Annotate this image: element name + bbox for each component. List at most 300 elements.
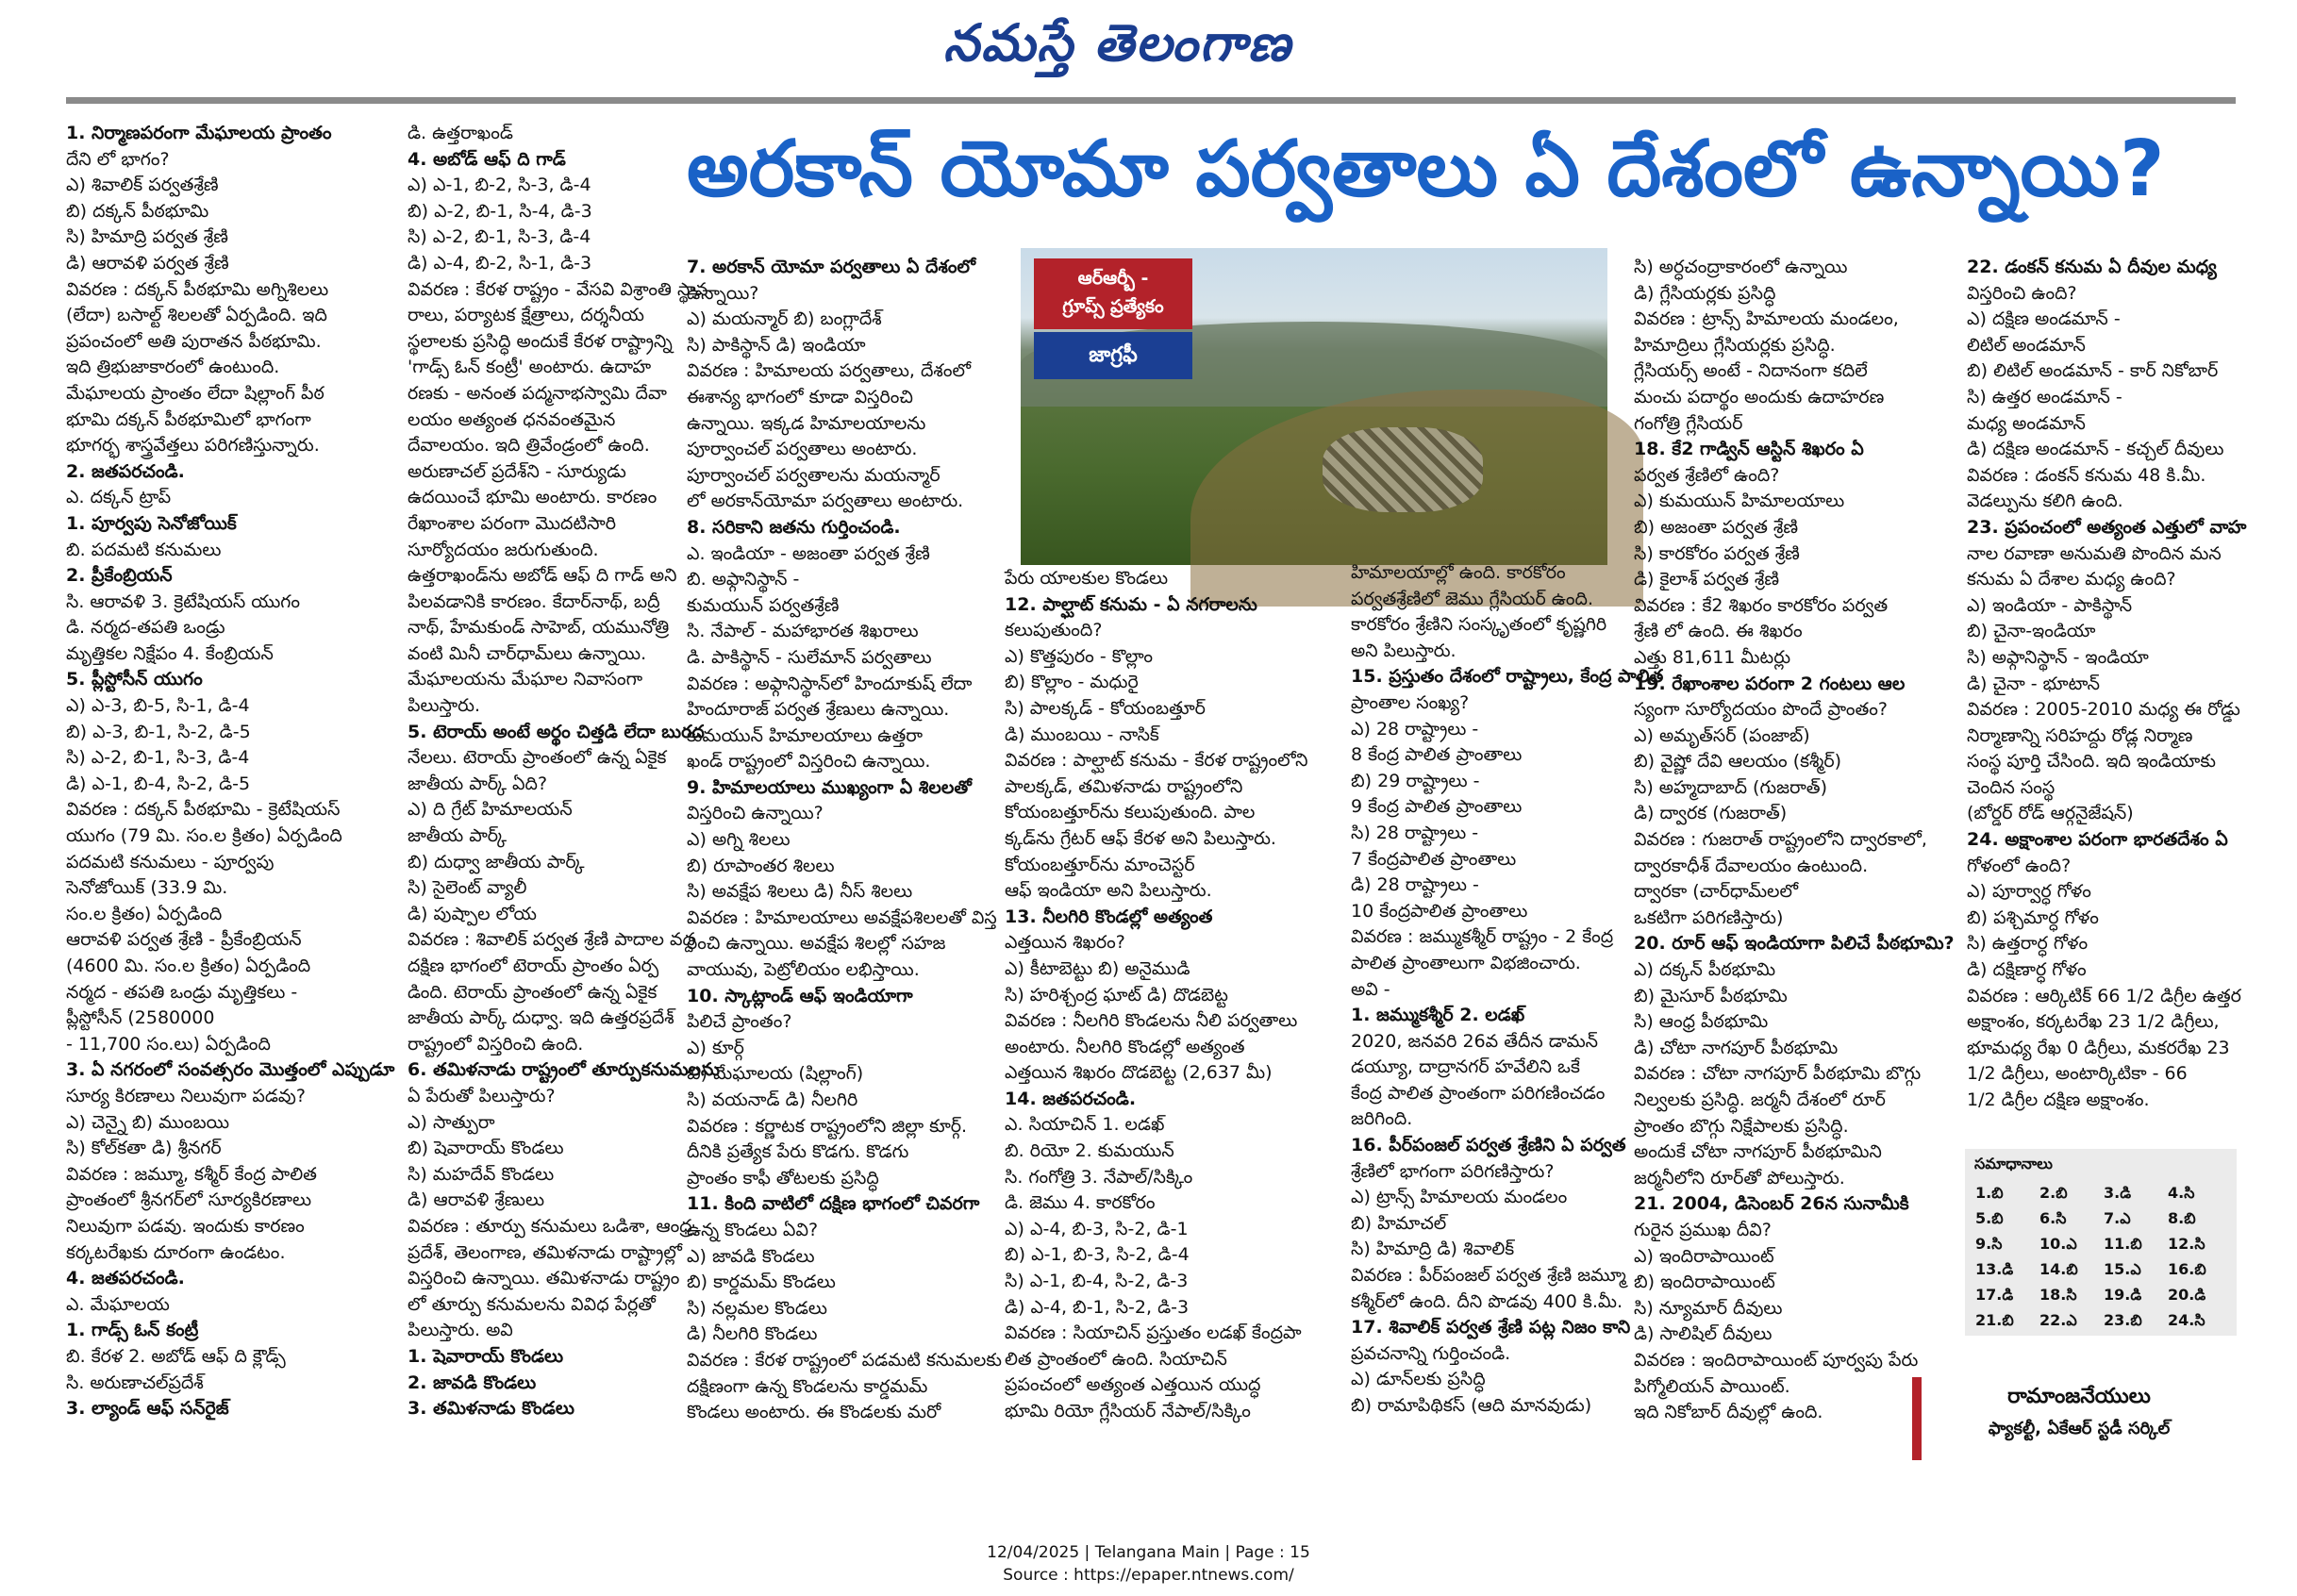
text-line: పదమటి కనుమలు - పూర్వపు: [66, 851, 275, 873]
text-line: (బోర్డర్ రోడ్ ఆర్గనైజేషన్): [1967, 803, 2134, 824]
text-line: ఉన్నాయి?: [687, 282, 759, 304]
text-line: బి) లిటిల్ అండమాన్ - కార్ నికోబార్: [1967, 360, 2219, 382]
answer-key-title: సమాధానాలు: [1974, 1155, 2053, 1172]
text-line: 2020, జనవరి 26వ తేదీన డామన్: [1351, 1030, 1599, 1052]
text-line: సంస్థ పూర్తి చేసింది. ఇది ఇండియాకు: [1967, 751, 2216, 773]
article-column-5: [1351, 560, 1664, 1438]
newspaper-logo: నమస్తే తెలంగాణ: [943, 13, 1292, 73]
text-line: వివరణ : ఆర్కిటిక్ 66 1/2 డిగ్రీల ఉత్తర: [1967, 985, 2241, 1006]
text-line: లిటిల్ అండమాన్: [1967, 334, 2086, 356]
text-line: ఈశాన్య భాగంలో కూడా విస్తరించి: [687, 386, 913, 407]
text-line: డయ్యూ, దాద్రానగర్ హవేలిని ఒకే: [1351, 1056, 1580, 1078]
text-line: 11. కింది వాటిలో దక్షిణ భాగంలో చివరగా: [687, 1193, 980, 1215]
text-line: సూర్యోదయం జరుగుతుంది.: [408, 539, 599, 560]
text-line: నాథ్, హేమకుండ్ సాహెబ్, యమునోత్రి: [408, 617, 670, 639]
text-line: 19. రేఖాంశాల పరంగా 2 గంటలు ఆల: [1634, 673, 1906, 694]
text-line: గోళంలో ఉంది?: [1967, 855, 2072, 876]
text-line: 9 కేంద్ర పాలిత ప్రాంతాలు: [1351, 796, 1523, 818]
text-line: ఎ) డూన్‌లకు ప్రసిద్ధి: [1351, 1369, 1486, 1390]
text-line: 20. రూర్ ఆఫ్ ఇండియాగా పిలిచే పీఠభూమి?: [1634, 933, 1955, 955]
text-line: జాతీయ పార్క్ ఏది?: [408, 773, 548, 794]
text-line: బి. అఫ్గానిస్థాన్ -: [687, 569, 800, 590]
answer-cell: 14.బి: [2039, 1260, 2078, 1278]
text-line: ఎ) ఇందిరాపాయింట్: [1634, 1245, 1774, 1267]
text-line: సి) పాకిస్థాన్ డి) ఇండియా: [687, 334, 866, 356]
text-line: బి) చైనా-ఇండియా: [1967, 621, 2096, 642]
text-line: వివరణ : జమ్మూ, కశ్మీర్ కేంద్ర పాలిత: [66, 1163, 317, 1185]
text-line: సి) హిమాద్రి డి) శివాలిక్: [1351, 1239, 1515, 1260]
answer-cell: 11.బి: [2104, 1235, 2142, 1253]
text-line: బి) ఎ-1, బి-3, సి-2, డి-4: [1005, 1244, 1190, 1266]
author-byline: [1912, 1377, 2237, 1460]
footer-date-line: 12/04/2025 | Telangana Main | Page : 15: [987, 1543, 1310, 1562]
text-line: ఎ) జావడి కొండలు: [687, 1245, 815, 1267]
text-line: డి) చోటా నాగపూర్ పీఠభూమి: [1634, 1037, 1839, 1058]
text-line: పర్వతశ్రేణిలో జెము గ్లేసియర్ ఉంది.: [1351, 588, 1594, 609]
text-line: డి) గ్లేసియర్లకు ప్రసిద్ధి: [1634, 282, 1776, 304]
text-line: సి) పాలక్కడ్ - కోయంబత్తూర్: [1005, 697, 1206, 719]
text-line: 3. తమిళనాడు కొండలు: [408, 1398, 574, 1420]
text-line: డి) నీలగిరి కొండలు: [687, 1323, 818, 1345]
text-line: బి) రామాపిథికస్ (ఆది మానవుడు): [1351, 1395, 1592, 1416]
text-line: బి) రూపాంతర శిలలు: [687, 855, 835, 876]
text-line: బి) వైష్ణో దేవి ఆలయం (కశ్మీర్): [1634, 751, 1842, 773]
answer-row: [1974, 1309, 2231, 1335]
text-line: నాల రవాణా అనుమతి పొందిన మన: [1967, 542, 2222, 564]
text-line: సి. అరుణాచల్‌ప్రదేశ్: [66, 1372, 204, 1393]
text-line: మధ్య అండమాన్: [1967, 412, 2086, 434]
text-line: 9. హిమాలయాలు ముఖ్యంగా ఏ శిలలతో: [687, 776, 972, 798]
section-tag-line2: గ్రూప్స్ ప్రత్యేకం: [1062, 296, 1164, 317]
text-line: కుమయున్ పర్వతశ్రేణి: [687, 594, 840, 616]
text-line: డి) చైనా - భూటాన్: [1967, 673, 2100, 694]
answer-cell: 6.సి: [2039, 1209, 2067, 1227]
text-line: బి) కొల్లాం - మధురై: [1005, 672, 1139, 693]
text-line: వివరణ : నీలగిరి కొండలను నీలి పర్వతాలు: [1005, 1010, 1298, 1032]
text-line: ఎ) ఎ-4, బి-3, సి-2, డి-1: [1005, 1218, 1189, 1239]
text-line: డి) ముంబయి - నాసిక్: [1005, 723, 1159, 745]
text-line: వివరణ : డంకన్ కనుమ 48 కి.మీ.: [1967, 464, 2206, 486]
text-line: జాతీయ పార్క్ దుధ్వా. ఇది ఉత్తరప్రదేశ్: [408, 1007, 674, 1029]
text-line: డి) కైలాశ్ పర్వత శ్రేణి: [1634, 569, 1780, 590]
text-line: దీనికి ప్రత్యేక పేరు కొడగు. కొడగు: [687, 1141, 909, 1163]
text-line: పేరు యాలకుల కొండలు: [1005, 568, 1169, 589]
text-line: సి) హరిశ్చంద్ర ఘాట్ డి) దొడబెట్ట: [1005, 984, 1228, 1006]
text-line: (4600 మి. సం.ల క్రితం) ఏర్పడింది: [66, 956, 311, 976]
text-line: వివరణ : తూర్పు కనుమలు ఒడిశా, ఆంధ్ర: [408, 1215, 692, 1237]
text-line: ఎ. మేఘాలయ: [66, 1293, 170, 1315]
text-line: సం.ల క్రితం) ఏర్పడింది: [66, 903, 223, 924]
text-line: సి) సైలెంట్ వ్యాలీ: [408, 877, 527, 899]
text-line: డి) దక్షిణ అండమాన్ - కచ్చల్ దీవులు: [1967, 439, 2224, 460]
text-line: విస్తరించి ఉన్నాయి?: [687, 803, 824, 824]
text-line: 17. శివాలిక్ పర్వత శ్రేణి పట్ల నిజం కాని: [1351, 1317, 1631, 1338]
text-line: వివరణ : పీర్‌పంజల్ పర్వత శ్రేణి జమ్మూ: [1351, 1265, 1626, 1287]
text-line: పిగ్మోలియన్ పాయింట్.: [1634, 1375, 1790, 1397]
answer-cell: 13.డి: [1975, 1260, 2014, 1278]
text-line: అని పిలుస్తారు.: [1351, 640, 1456, 661]
text-line: బి. రియో 2. కుమయున్: [1005, 1140, 1174, 1162]
text-line: ఎత్తయిన శిఖరం దొడబెట్ట (2,637 మీ): [1005, 1062, 1273, 1084]
text-line: 1. షెవారాయ్ కొండలు: [408, 1345, 564, 1367]
answer-cell: 8.బి: [2168, 1209, 2196, 1227]
footer-source-line: Source : https://epaper.ntnews.com/: [1003, 1566, 1294, 1585]
text-line: ఎ) 28 రాష్ట్రాలు -: [1351, 718, 1479, 740]
answer-cell: 9.సి: [1975, 1235, 2003, 1253]
text-line: విస్తరించి ఉంది?: [1967, 282, 2077, 304]
text-line: క్కడ్‌ను గ్రేటర్ ఆఫ్ కేరళ అని పిలుస్తారు.: [1005, 827, 1276, 849]
text-line: అరుణాచల్ ప్రదేశ్‌ని - సూర్యుడు: [408, 460, 626, 482]
answer-cell: 12.సి: [2168, 1235, 2205, 1253]
text-line: డి. జెము 4. కారకోరం: [1005, 1192, 1156, 1214]
text-line: మృత్తికల నిక్షేపం 4. కేంబ్రియన్: [66, 642, 274, 664]
text-line: బి. పదమటి కనుమలు: [66, 539, 222, 560]
text-line: 2. జావడి కొండలు: [408, 1372, 537, 1393]
text-line: లయం అత్యంత ధనవంతమైన: [408, 408, 616, 430]
text-line: ఎ. సియాచిన్ 1. లడఖ్: [1005, 1114, 1165, 1136]
text-line: పిలుస్తారు. అవి: [408, 1320, 513, 1341]
text-line: ఎ) ది గ్రేట్ హిమాలయన్: [408, 799, 573, 821]
text-line: హిమాలయాల్లో ఉంది. కారకోరం: [1351, 562, 1566, 583]
text-line: వివరణ : జమ్ముకశ్మీర్ రాష్ట్రం - 2 కేంద్ర: [1351, 926, 1614, 948]
text-line: గురైన ప్రముఖ దీవి?: [1634, 1219, 1772, 1240]
text-line: ప్రాంతంలో శ్రీనగర్‌లో సూర్యకిరణాలు: [66, 1189, 312, 1211]
text-line: బి) ఇందిరాపాయింట్: [1634, 1272, 1775, 1293]
text-line: కేంద్ర పాలిత ప్రాంతంగా పరిగణించడం: [1351, 1082, 1606, 1104]
text-line: వెడల్పును కలిగి ఉంది.: [1967, 490, 2123, 512]
text-line: ఎ) పూర్వార్ధ గోళం: [1967, 881, 2091, 903]
text-line: బి) అజంతా పర్వత శ్రేణి: [1634, 516, 1799, 538]
text-line: సి) కోల్‌కతా డి) శ్రీనగర్: [66, 1138, 222, 1159]
text-line: ద్వారకాధీశ్ దేవాలయం ఉంటుంది.: [1634, 855, 1869, 876]
answer-cell: 5.బి: [1975, 1209, 2004, 1227]
text-line: లిత ప్రాంతంలో ఉంది. సియాచిన్: [1005, 1348, 1227, 1370]
text-line: 10. స్కాట్లాండ్ ఆఫ్ ఇండియాగా: [687, 985, 913, 1006]
author-name: రామాంజనేయులు: [2007, 1385, 2151, 1408]
answer-cell: 24.సి: [2168, 1311, 2205, 1329]
text-line: డి) ఆరావళి పర్వత శ్రేణి: [66, 252, 229, 274]
text-line: 3. ల్యాండ్ ఆఫ్ సన్‌రైజ్: [66, 1398, 229, 1420]
section-tag-line1: ఆర్ఆర్బీ -: [1077, 268, 1149, 289]
text-line: అవి -: [1351, 978, 1390, 1000]
text-line: ఉత్తరాఖండ్‌ను అబోడ్ ఆఫ్ ది గాడ్ అని: [408, 565, 677, 587]
text-line: సి) అఫ్గానిస్థాన్ - ఇండియా: [1967, 646, 2149, 668]
text-line: 7. అరకాన్ యోమా పర్వతాలు ఏ దేశంలో: [687, 257, 976, 277]
text-line: ఎ. దక్కన్ ట్రాప్: [66, 487, 172, 508]
answer-cell: 16.బి: [2168, 1260, 2206, 1278]
text-line: సి) ఎ-2, బి-1, సి-3, డి-4: [66, 747, 250, 769]
text-line: 15. ప్రస్తుతం దేశంలో రాష్ట్రాలు, కేంద్ర పాలిత: [1351, 666, 1664, 688]
text-line: 10 కేంద్రపాలిత ప్రాంతాలు: [1351, 900, 1528, 922]
text-line: నేలలు. టెరాయ్ ప్రాంతంలో ఉన్న ఏకైక: [408, 747, 667, 769]
text-line: సి) మహదేవ్ కొండలు: [408, 1163, 555, 1185]
text-line: ప్రవచనాన్ని గుర్తించండి.: [1351, 1342, 1511, 1364]
text-line: వివరణ : అఫ్గానిస్థాన్‌లో హిందూకుష్ లేదా: [687, 673, 973, 694]
text-line: 2. జతపరచండి.: [66, 460, 185, 482]
answer-key-table: [1974, 1182, 2231, 1335]
text-line: 6. తమిళనాడు రాష్ట్రంలో తూర్పుకనుమలను: [408, 1059, 720, 1081]
text-line: 7 కేంద్రపాలిత ప్రాంతాలు: [1351, 848, 1517, 870]
text-line: లో తూర్పు కనుమలను వివిధ పేర్లతో: [408, 1293, 656, 1315]
answer-cell: 4.సి: [2168, 1184, 2195, 1202]
text-line: ఎ) కుమయున్ హిమాలయాలు: [1634, 490, 1845, 512]
text-line: సి) ఉత్తరార్ధ గోళం: [1967, 933, 2089, 955]
text-line: డి) 28 రాష్ట్రాలు -: [1351, 874, 1479, 896]
text-line: 1/2 డిగ్రీలు, అంటార్కిటికా - 66: [1967, 1063, 2188, 1085]
answer-cell: 17.డి: [1975, 1286, 2014, 1304]
text-line: సి. నేపాల్ - మహాభారత శిఖరాలు: [687, 621, 919, 642]
text-line: జర్మనీలోని రూర్‌తో పోలుస్తారు.: [1634, 1167, 1845, 1189]
text-line: ఉన్న కొండలు ఏవి?: [687, 1219, 819, 1240]
text-line: మేఘాలయను మేఘాల నివాసంగా: [408, 669, 643, 690]
text-line: 1. నిర్మాణపరంగా మేఘాలయ ప్రాంతం: [66, 123, 332, 143]
text-line: ప్రదేశ్, తెలంగాణ, తమిళనాడు రాష్ట్రాల్లో: [408, 1241, 682, 1263]
text-line: ఆఫ్ ఇండియా అని పిలుస్తారు.: [1005, 880, 1212, 902]
text-line: కుమయున్ హిమాలయాలు ఉత్తరా: [687, 724, 924, 746]
text-line: వాయువు, పెట్రోలియం లభిస్తాయి.: [687, 959, 920, 981]
text-line: నిల్వలకు ప్రసిద్ధి. జర్మనీ దేశంలో రూర్: [1634, 1089, 1886, 1110]
answer-row: [1974, 1233, 2231, 1258]
text-line: దేని లో భాగం?: [66, 148, 170, 170]
article-column-6: [1634, 255, 1955, 1434]
text-line: 3. ఏ నగరంలో సంవత్సరం మొత్తంలో ఎప్పుడూ: [66, 1059, 395, 1081]
text-line: వివరణ : హిమాలయాలు అవక్షేపశిలలతో విస్త: [687, 906, 997, 928]
text-line: వివరణ : కేరళ రాష్ట్రం - వేసవి విశ్రాంతి స్థావ: [408, 278, 708, 300]
text-line: సూర్య కిరణాలు నిలువుగా పడవు?: [66, 1085, 306, 1106]
article-column-1: [66, 121, 401, 1441]
text-line: డి. నర్మద-తపతి ఒండ్రు: [66, 617, 225, 639]
text-line: శ్రేణి లో ఉంది. ఈ శిఖరం: [1634, 621, 1803, 642]
text-line: 1/2 డిగ్రీల దక్షిణ అక్షాంశం.: [1967, 1089, 2150, 1110]
text-line: జాతీయ పార్క్: [408, 825, 507, 847]
answer-cell: 20.డి: [2168, 1286, 2206, 1304]
text-line: వివరణ : ట్రాన్స్ హిమాలయ మండలం,: [1634, 308, 1899, 330]
text-line: రాలు, పర్యాటక క్షేత్రాలు, దర్శనీయ: [408, 305, 644, 326]
text-line: 1. జమ్ముకశ్మీర్ 2. లడఖ్: [1351, 1005, 1525, 1026]
text-line: ప్రాంతాల సంఖ్య?: [1351, 691, 1470, 713]
text-line: ఎ) ట్రాన్స్ హిమాలయ మండలం: [1351, 1187, 1568, 1208]
text-line: ఇది నికోబార్ దీవుల్లో ఉంది.: [1634, 1402, 1823, 1423]
text-line: సి) కారకోరం పర్వత శ్రేణి: [1634, 542, 1800, 564]
text-line: డి) ఎ-1, బి-4, సి-2, డి-5: [66, 773, 251, 794]
answer-cell: 3.డి: [2104, 1184, 2132, 1202]
text-line: బి) షెవారాయ్ కొండలు: [408, 1138, 564, 1159]
answer-cell: 7.ఎ: [2104, 1209, 2131, 1227]
text-line: మేఘాలయ ప్రాంతం లేదా షిల్లాంగ్ పీఠ: [66, 382, 325, 404]
text-line: సి) ఎ-1, బి-4, సి-2, డి-3: [1005, 1271, 1189, 1292]
text-line: వివరణ : కే2 శిఖరం కారకోరం పర్వత: [1634, 594, 1889, 616]
text-line: బి) ఎ-3, బి-1, సి-2, డి-5: [66, 721, 251, 742]
text-line: ఎ) చెన్నై బి) ముంబయి: [66, 1111, 230, 1133]
text-line: సి) నల్లమల కొండలు: [687, 1297, 827, 1319]
text-line: కోయంబత్తూర్‌ను కలుపుతుంది. పాల: [1005, 802, 1256, 823]
text-line: డి) సాలిషిల్ దీవులు: [1634, 1323, 1773, 1345]
text-line: సి) న్యూమార్ దీవులు: [1634, 1297, 1783, 1319]
text-line: వంటి మినీ చార్‌ధామ్‌లు ఉన్నాయి.: [408, 642, 647, 664]
text-line: విస్తరించి ఉన్నాయి. తమిళనాడు రాష్ట్రం: [408, 1268, 680, 1289]
text-line: 1. గాడ్స్ ఓన్ కంట్రీ: [66, 1320, 199, 1341]
masthead: [0, 0, 2297, 99]
answer-cell: 15.ఎ: [2104, 1260, 2141, 1278]
text-line: దక్షిణంగా ఉన్న కొండలను కార్డమమ్: [687, 1375, 928, 1397]
text-line: 8 కేంద్ర పాలిత ప్రాంతాలు: [1351, 744, 1523, 766]
text-line: బి) మేఘాలయ (షిల్లాంగ్): [687, 1063, 864, 1085]
answer-cell: 1.బి: [1975, 1184, 2004, 1202]
text-line: బి) కార్డమమ్ కొండలు: [687, 1272, 836, 1293]
text-line: 14. జతపరచండి.: [1005, 1088, 1137, 1109]
answer-cell: 21.బి: [1975, 1311, 2014, 1329]
text-line: సి) అవక్షేప శిలలు డి) నీస్ శిలలు: [687, 881, 913, 903]
text-line: బి) మైసూర్ పీఠభూమి: [1634, 985, 1788, 1006]
text-line: కలుపుతుంది?: [1005, 620, 1103, 641]
text-line: భూగర్భ శాస్త్రవేత్తలు పరిగణిస్తున్నారు.: [66, 435, 320, 457]
text-line: సి) హిమాద్రి పర్వత శ్రేణి: [66, 226, 228, 248]
article-column-3: [687, 255, 1002, 1434]
section-tag: [1034, 258, 1192, 329]
text-line: లో అరకాన్‌యోమా పర్వతాలు అంటారు.: [687, 490, 964, 512]
article-column-7: [1967, 255, 2250, 1141]
text-line: 24. అక్షాంశాల పరంగా భారతదేశం ఏ: [1967, 829, 2228, 851]
text-line: సి) ఎ-2, బి-1, సి-3, డి-4: [408, 226, 591, 248]
text-line: 23. ప్రపంచంలో అత్యంత ఎత్తులో వాహ: [1967, 516, 2247, 538]
text-line: యుగం (79 మి. సం.ల క్రితం) ఏర్పడింది: [66, 825, 342, 847]
text-line: ఎ) సాత్పురా: [408, 1111, 495, 1133]
text-line: 'గాడ్స్ ఓన్ కంట్రీ' అంటారు. ఉదాహ: [408, 357, 652, 378]
text-line: వివరణ : దక్కన్ పీఠభూమి - క్రెటేషియస్: [66, 799, 341, 821]
text-line: నర్మద - తపతి ఒండ్రు మృత్తికలు -: [66, 981, 298, 1003]
text-line: ఖండ్ రాష్ట్రంలో విస్తరించి ఉన్నాయి.: [687, 751, 931, 773]
text-line: డి) ఎ-4, బి-1, సి-2, డి-3: [1005, 1296, 1190, 1318]
text-line: శ్రేణిలో భాగంగా పరిగణిస్తారు?: [1351, 1160, 1555, 1182]
text-line: డి) దక్షిణార్ధ గోళం: [1967, 959, 2087, 981]
answer-cell: 19.డి: [2104, 1286, 2142, 1304]
text-line: సి) ఉత్తర అండమాన్ -: [1967, 386, 2122, 407]
text-line: 1. పూర్వపు సెనోజోయిక్: [66, 512, 237, 534]
text-line: ఎత్తు 81,611 మీటర్లు: [1634, 646, 1791, 668]
text-line: ఉన్నాయి. ఇక్కడ హిమాలయాలను: [687, 412, 926, 434]
text-line: బి) దుధ్వా జాతీయ పార్క్: [408, 851, 585, 873]
text-line: ప్లీస్టోసీన్ (2580000: [66, 1007, 215, 1029]
text-line: వివరణ : సియాచిన్ ప్రస్తుతం లడఖ్ కేంద్రపా: [1005, 1322, 1302, 1344]
text-line: హిందూరాజ్ పర్వత శ్రేణులు ఉన్నాయి.: [687, 699, 950, 721]
text-line: డింది. టెరాయ్ ప్రాంతంలో ఉన్న ఏకైక: [408, 981, 657, 1003]
text-line: ఏ పేరుతో పిలుస్తారు?: [408, 1085, 556, 1106]
text-line: ఒకటిగా పరిగణిస్తారు): [1634, 906, 1784, 928]
masthead-divider: [66, 97, 2236, 104]
text-line: పిలుస్తారు.: [408, 695, 481, 717]
text-line: 21. 2004, డిసెంబర్ 26న సునామీకి: [1634, 1193, 1909, 1215]
text-line: దక్షిణ భాగంలో టెరాయ్ ప్రాంతం ఏర్ప: [408, 956, 659, 976]
text-line: భూమధ్య రేఖ 0 డిగ్రీలు, మకరరేఖ 23: [1967, 1037, 2230, 1058]
text-line: ఎ) ఎ-1, బి-2, సి-3, డి-4: [408, 175, 591, 196]
text-line: డి. పాకిస్థాన్ - సులేమాన్ పర్వతాలు: [687, 646, 932, 668]
text-line: గంగోత్రి గ్లేసియర్: [1634, 412, 1743, 434]
village-houses: [1323, 427, 1483, 512]
text-line: ఎ) ఇండియా - పాకిస్థాన్: [1967, 594, 2133, 616]
text-line: కశ్మీర్‌లో ఉంది. దీని పొడవు 400 కి.మీ.: [1351, 1290, 1623, 1312]
answer-row: [1974, 1258, 2231, 1284]
text-line: వివరణ : పాల్ఘాట్ కనుమ - కేరళ రాష్ట్రంలోని: [1005, 750, 1308, 772]
text-line: ఎ) దక్షిణ అండమాన్ -: [1967, 308, 2121, 330]
text-line: 4. అబోడ్ ఆఫ్ ది గాడ్: [408, 148, 566, 170]
text-line: సి. ఆరావళి 3. క్రెటేషియస్ యుగం: [66, 590, 300, 612]
text-line: 4. జతపరచండి.: [66, 1268, 185, 1289]
text-line: డి) ద్వారక (గుజరాత్): [1634, 803, 1788, 824]
text-line: కారకోరం శ్రేణిని సంస్కృతంలో కృష్ణగిరి: [1351, 614, 1607, 636]
text-line: పిలవడానికి కారణం. కేదార్‌నాథ్, బద్రీ: [408, 590, 660, 612]
text-line: ఎ) అమృత్‌సర్ (పంజాబ్): [1634, 724, 1810, 746]
text-line: దేవాలయం. ఇది త్రివేండ్రంలో ఉంది.: [408, 435, 650, 457]
text-line: 5. టెరాయ్ అంటే అర్థం చిత్తడి లేదా బురద: [408, 721, 705, 742]
text-line: వివరణ : కర్ణాటక రాష్ట్రంలోని జిల్లా కూర్గ్.: [687, 1115, 968, 1137]
text-line: ప్రాంతం కాఫీ తోటలకు ప్రసిద్ధి: [687, 1167, 879, 1189]
text-line: ప్రాంతం బొగ్గు నిక్షేపాలకు ప్రసిద్ధి.: [1634, 1115, 1849, 1137]
text-line: బి) దక్కన్ పీఠభూమి: [66, 200, 209, 222]
text-line: వివరణ : శివాలిక్ పర్వత శ్రేణి పాదాల వద్ద: [408, 929, 695, 951]
text-line: రణకు - అనంత పద్మనాభస్వామి దేవా: [408, 382, 667, 404]
text-line: ఎత్తయిన శిఖరం?: [1005, 932, 1125, 954]
text-line: పిలిచే ప్రాంతం?: [687, 1011, 792, 1033]
text-line: (లేదా) బసాల్ట్ శిలలతో ఏర్పడింది. ఇది: [66, 305, 327, 326]
text-line: నిర్మాణాన్ని సరిహద్దు రోడ్ల నిర్మాణ: [1967, 724, 2193, 746]
text-line: ఎ) ఎ-3, బి-5, సి-1, డి-4: [66, 695, 250, 717]
text-line: సి) 28 రాష్ట్రాలు -: [1351, 822, 1479, 843]
text-line: స్థలాలకు ప్రసిద్ధి అందుకే కేరళ రాష్ట్రాన్ని: [408, 330, 673, 352]
text-line: అక్షాంశం, కర్కటరేఖ 23 1/2 డిగ్రీలు,: [1967, 1011, 2220, 1033]
text-line: 18. కే2 గాడ్విన్ ఆస్టిన్ శిఖరం ఏ: [1634, 439, 1864, 460]
text-line: బి) పశ్చిమార్ధ గోళం: [1967, 906, 2099, 928]
text-line: వివరణ : ఇందిరాపాయింట్ పూర్వపు పేరు: [1634, 1349, 1919, 1371]
text-line: ఎ. ఇండియా - అజంతా పర్వత శ్రేణి: [687, 542, 930, 564]
text-line: డి) పుష్పాల లోయ: [408, 903, 537, 924]
text-line: నిలువుగా పడవు. ఇందుకు కారణం: [66, 1215, 305, 1237]
text-line: డి. ఉత్తరాఖండ్: [408, 123, 513, 143]
text-line: వివరణ : కేరళ రాష్ట్రంలో పడమటి కనుమలకు: [687, 1349, 1002, 1371]
text-line: ఎ) మయన్మార్ బి) బంగ్లాదేశ్: [687, 308, 882, 330]
text-line: కొండలు అంటారు. ఈ కొండలకు మరో: [687, 1402, 941, 1423]
text-line: ఇది త్రిభుజాకారంలో ఉంటుంది.: [66, 357, 280, 378]
text-line: ఎ) కొత్తపురం - కొల్లాం: [1005, 645, 1154, 667]
text-line: - 11,700 సం.లు) ఏర్పడింది: [66, 1033, 271, 1055]
answer-key-box: [1965, 1149, 2237, 1336]
text-line: రేఖాంశాల పరంగా మొదటిసారి: [408, 512, 616, 534]
text-line: ఉదయించే భూమి అంటారు. కారణం: [408, 487, 657, 508]
text-line: వివరణ : 2005-2010 మధ్య ఈ రోడ్డు: [1967, 699, 2240, 721]
author-affiliation: ఫ్యాకల్టీ, ఏకేఆర్ స్టడీ సర్కిల్: [1988, 1419, 2171, 1438]
text-line: 8. సరికాని జతను గుర్తించండి.: [687, 516, 901, 538]
text-line: సి) అహ్మదాబాద్ (గుజరాత్): [1634, 776, 1827, 798]
text-line: భూమి దక్కన్ పీఠభూమిలో భాగంగా: [66, 408, 311, 430]
text-line: వివరణ : గుజరాత్ రాష్ట్రంలోని ద్వారకాలో,: [1634, 829, 1927, 851]
text-line: సెనోజోయిక్ (33.9 మి.: [66, 877, 228, 899]
text-line: 2. ప్రీకేంబ్రియన్: [66, 565, 173, 587]
text-line: పాలిత ప్రాంతాలుగా విభజించారు.: [1351, 952, 1581, 973]
text-line: వివరణ : హిమాలయ పర్వతాలు, దేశంలో: [687, 360, 972, 382]
text-line: ప్రపంచంలో అతి పురాతన పీఠభూమి.: [66, 330, 322, 352]
text-line: 13. నీలగిరి కొండల్లో అత్యంత: [1005, 906, 1213, 927]
text-line: హిమాద్రిలు గ్లేసియర్లకు ప్రసిద్ధి.: [1634, 334, 1836, 356]
text-line: 12. పాల్ఘాట్ కనుమ - ఏ నగరాలను: [1005, 593, 1257, 615]
text-line: డి) ఎ-4, బి-2, సి-1, డి-3: [408, 252, 592, 274]
text-line: బి) హిమాచల్: [1351, 1212, 1447, 1234]
text-line: డి) ఆరావళి శ్రేణులు: [408, 1189, 545, 1211]
text-line: బి. కేరళ 2. అబోడ్ ఆఫ్ ది క్లౌడ్స్: [66, 1345, 286, 1367]
text-line: బి) 29 రాష్ట్రాలు -: [1351, 770, 1480, 791]
text-line: 16. పీర్‌పంజల్ పర్వత శ్రేణిని ఏ పర్వత: [1351, 1135, 1626, 1156]
text-line: కర్కటరేఖకు దూరంగా ఉండటం.: [66, 1241, 286, 1263]
text-line: జరిగింది.: [1351, 1108, 1413, 1130]
answer-row: [1974, 1284, 2231, 1309]
